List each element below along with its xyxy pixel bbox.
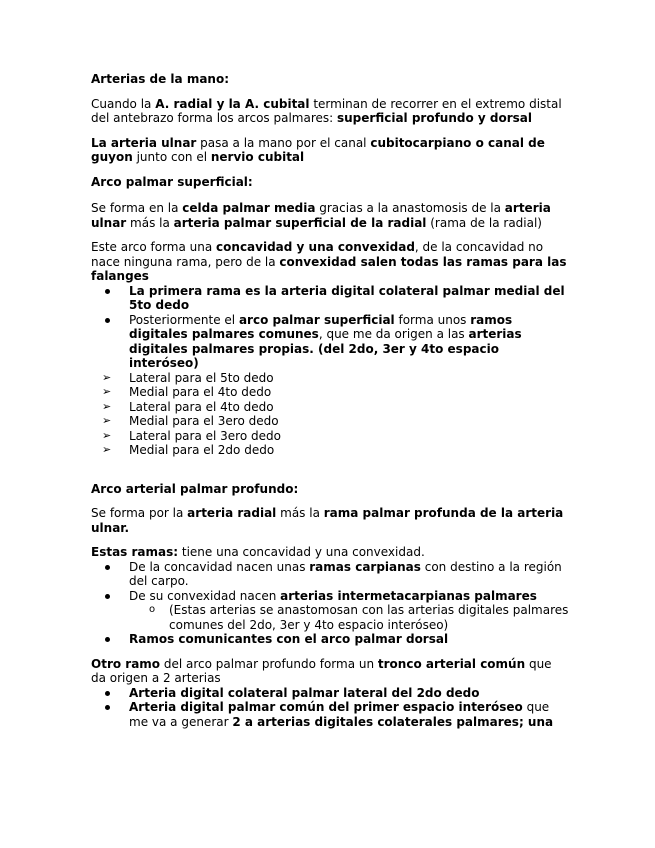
page-title: Arterias de la mano: bbox=[91, 72, 230, 86]
list-item: Arteria digital colateral palmar lateral del 2do dedo bbox=[91, 686, 569, 701]
superficial-branches-list bbox=[91, 284, 569, 458]
list-item: De la concavidad nacen unas ramas carpianas con destino a la región del carpo. bbox=[91, 560, 569, 589]
list-item: De su convexidad nacen arterias intermetacarpianas palmares bbox=[91, 589, 569, 604]
list-item: o (Estas arterias se anastomosan con las arterias digitales palmares comunes del 2do, 3er y 4to espacio interóseo) bbox=[91, 603, 569, 632]
list-item: Ramos comunicantes con el arco palmar dorsal bbox=[91, 632, 569, 647]
deep-branches-paragraph: Estas ramas: tiene una concavidad y una convexidad. bbox=[91, 545, 425, 559]
intro-paragraph: Cuando la A. radial y la A. cubital terminan de recorrer en el extremo distal del antebrazo forma los arcos palmares: superficial profundo y dorsal bbox=[91, 96, 562, 125]
superficial-formation-paragraph: Se forma en la celda palmar media gracias a la anastomosis de la arteria ulnar más la arteria palmar superficial de la radial (rama de la radial) bbox=[91, 201, 551, 230]
common-trunk-list bbox=[91, 686, 569, 730]
list-item: Arteria digital palmar común del primer espacio interóseo que me va a generar 2 a arterias digitales colaterales palmares; una bbox=[91, 700, 569, 729]
deep-formation-paragraph: Se forma por la arteria radial más la rama palmar profunda de la arteria ulnar. bbox=[91, 506, 564, 535]
common-trunk-paragraph: Otro ramo del arco palmar profundo forma un tronco arterial común que da origen a 2 arterias bbox=[91, 656, 552, 685]
document-page bbox=[91, 72, 569, 729]
superficial-heading: Arco palmar superficial: bbox=[91, 174, 253, 189]
list-item: ➢ Medial para el 4to dedo bbox=[91, 385, 569, 400]
deep-branches-list bbox=[91, 560, 569, 647]
list-item: ➢ Medial para el 2do dedo bbox=[91, 443, 569, 458]
ulnar-paragraph: La arteria ulnar pasa a la mano por el canal cubitocarpiano o canal de guyon junto con el nervio cubital bbox=[91, 135, 545, 164]
deep-heading: Arco arterial palmar profundo: bbox=[91, 481, 299, 496]
superficial-shape-paragraph: Este arco forma una concavidad y una convexidad, de la concavidad no nace ninguna rama, pero de la convexidad salen todas las ramas para las falanges bbox=[91, 240, 567, 283]
list-item: ➢ Lateral para el 5to dedo bbox=[91, 371, 569, 386]
list-item: ➢ Lateral para el 4to dedo bbox=[91, 400, 569, 415]
list-item: La primera rama es la arteria digital colateral palmar medial del 5to dedo bbox=[91, 284, 569, 313]
list-item: ➢ Medial para el 3ero dedo bbox=[91, 414, 569, 429]
list-item: Posteriormente el arco palmar superficial forma unos ramos digitales palmares comunes, que me da origen a las arterias digitales palmares propias. (del 2do, 3er y 4to espacio interóseo) bbox=[91, 313, 569, 371]
list-item: ➢ Lateral para el 3ero dedo bbox=[91, 429, 569, 444]
